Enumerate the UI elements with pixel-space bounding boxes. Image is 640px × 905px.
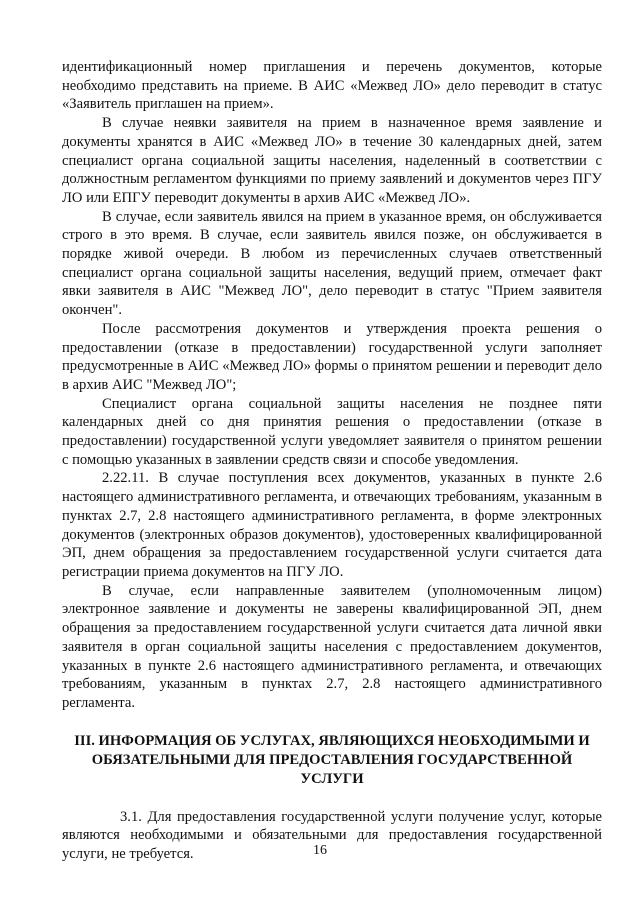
spacer [62, 789, 602, 808]
paragraph-unsigned-documents: В случае, если направленные заявителем (уполномоченным лицом) электронное заявление и документы не заверены квалифицированной ЭП, днем обращения за предоставлением государственной услуги считается дата личной явки заявителя в орган социальной защиты населения с предоставлением документов, указанных в пункте 2.6 настоящего административного регламента, и отвечающих требованиям, указанным в пунктах 2.7, 2.8 настоящего административного регламента. [62, 582, 602, 711]
paragraph-on-time: В случае, если заявитель явился на прием в указанное время, он обслуживается строго в это время. В случае, если заявитель явился позже, он обслуживается в порядке живой очереди. В любом из перечисленных случаев ответственный специалист органа социальной защиты населения, ведущий прием, отмечает факт явки заявителя в АИС "Межвед ЛО", дело переводит в статус "Прием заявителя окончен". [62, 208, 602, 319]
section-title: III. ИНФОРМАЦИЯ ОБ УСЛУГАХ, ЯВЛЯЮЩИХСЯ НЕОБХОДИМЫМИ И ОБЯЗАТЕЛЬНЫМИ ДЛЯ ПРЕДОСТАВЛЕНИЯ ГОСУДАРСТВЕННОЙ УСЛУГИ [74, 732, 590, 787]
paragraph-notification: Специалист органа социальной защиты населения не позднее пяти календарных дней со дня принятия решения о предоставлении (отказе в предоставлении) государственной услуги уведомляет заявителя о принятом решении с помощью указанных в заявлении средств связи и способе уведомления. [62, 395, 602, 468]
page-number: 16 [313, 843, 327, 858]
paragraph-3-1: 3.1. Для предоставления государственной услуги получение услуг, которые являются необходимыми и обязательными для предоставления государственной услуги, не требуется. [62, 808, 602, 863]
document-page [62, 58, 602, 864]
paragraph-continuation: идентификационный номер приглашения и перечень документов, которые необходимо представить на приеме. В АИС «Межвед ЛО» дело переводит в статус «Заявитель приглашен на прием». [62, 59, 602, 113]
paragraph-no-show: В случае неявки заявителя на прием в назначенное время заявление и документы хранятся в АИС «Межвед ЛО» в течение 30 календарных дней, затем специалист органа социальной защиты населения, наделенный в соответствии с должностным регламентом функциями по приему заявлений и документов через ПГУ ЛО или ЕПГУ переводит документы в архив АИС «Межвед ЛО». [62, 115, 602, 206]
paragraph-after-review: После рассмотрения документов и утверждения проекта решения о предоставлении (отказе в предоставлении) государственной услуги заполняет предусмотренные в АИС «Межвед ЛО» формы о принятом решении и переводит дело в архив АИС "Межвед ЛО"; [62, 320, 602, 393]
paragraph-2-22-11: 2.22.11. В случае поступления всех документов, указанных в пункте 2.6 настоящего административного регламента, и отвечающих требованиям, указанным в пунктах 2.7, 2.8 настоящего административного регламента, в форме электронных документов (электронных образов документов), удостоверенных квалифицированной ЭП, днем обращения за предоставлением государственной услуги считается дата регистрации приема документов на ПГУ ЛО. [62, 470, 602, 580]
